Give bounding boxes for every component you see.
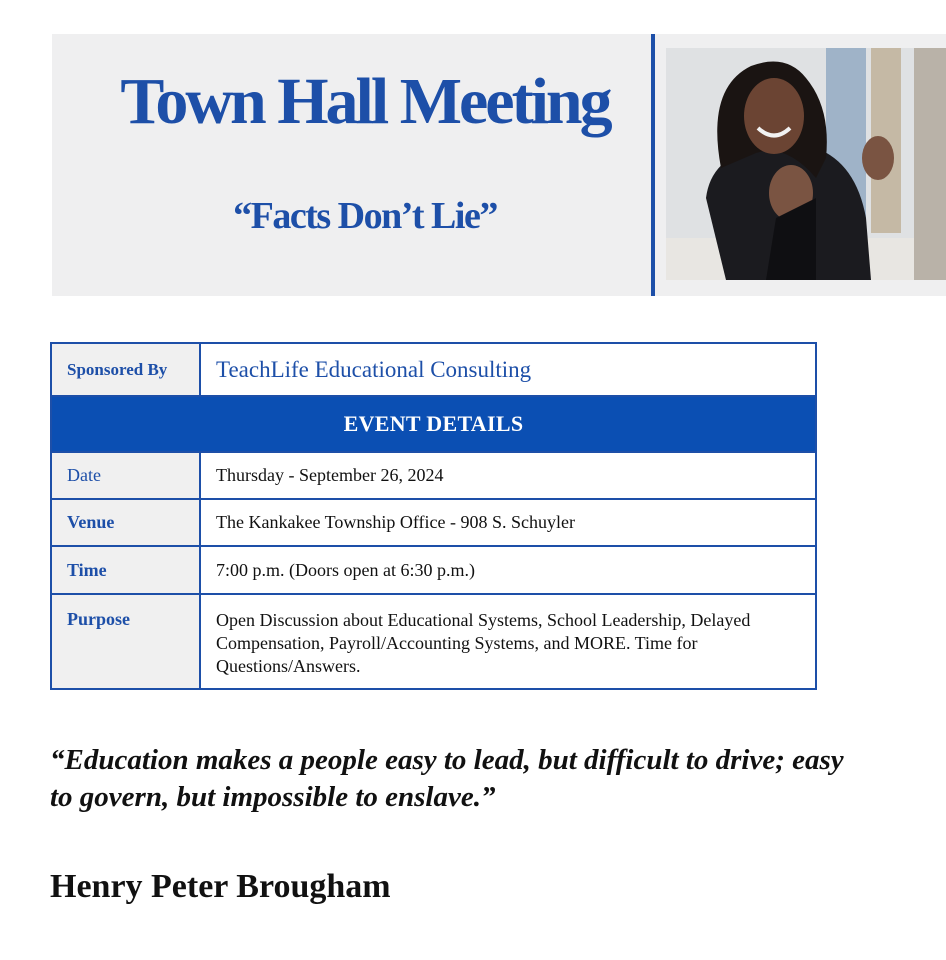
event-details-header: EVENT DETAILS <box>51 396 816 452</box>
event-title: Town Hall Meeting <box>120 65 610 138</box>
quote-author: Henry Peter Brougham <box>50 868 391 905</box>
date-label: Date <box>51 452 200 499</box>
table-row <box>51 452 816 499</box>
sponsor-label: Sponsored By <box>51 343 200 396</box>
venue-value: The Kankakee Township Office - 908 S. Schuyler <box>200 499 816 546</box>
venue-label: Venue <box>51 499 200 546</box>
table-row <box>51 594 816 689</box>
time-value: 7:00 p.m. (Doors open at 6:30 p.m.) <box>200 546 816 594</box>
banner-divider <box>651 34 655 296</box>
event-details-table <box>50 342 817 690</box>
purpose-label: Purpose <box>51 594 200 689</box>
sponsor-row <box>51 343 816 396</box>
sponsor-value: TeachLife Educational Consulting <box>200 343 816 396</box>
table-row <box>51 499 816 546</box>
quote-text: “Education makes a people easy to lead, but difficult to drive; easy to govern, but impossible to enslave.” <box>50 744 844 813</box>
time-label: Time <box>51 546 200 594</box>
date-value: Thursday - September 26, 2024 <box>200 452 816 499</box>
speaker-photo <box>666 48 946 280</box>
table-row <box>51 546 816 594</box>
event-subtitle: “Facts Don’t Lie” <box>233 195 497 237</box>
header-banner <box>52 34 946 296</box>
event-details-header-row <box>51 396 816 452</box>
purpose-value: Open Discussion about Educational Systems, School Leadership, Delayed Compensation, Payroll/Accounting Systems, and MORE. Time for Questions/Answers. <box>200 594 816 689</box>
